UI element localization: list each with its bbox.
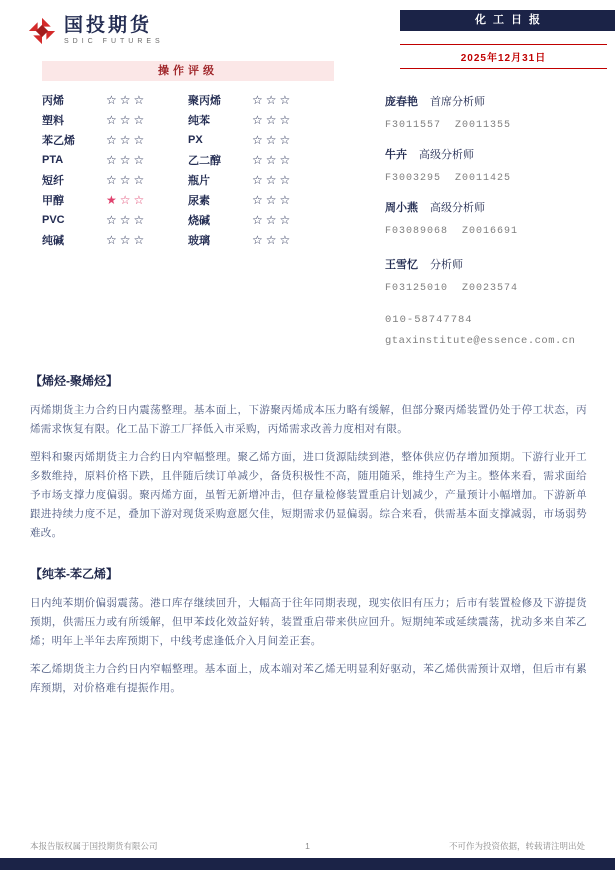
analyst-list <box>385 92 610 294</box>
commodity-name: 苯乙烯 <box>42 135 75 147</box>
report-date: 2025年12月31日 <box>400 44 607 69</box>
section-title: 【纯苯-苯乙烯】 <box>30 567 118 581</box>
rating-row <box>42 130 334 150</box>
commodity-name: PTA <box>42 154 64 166</box>
ratings-title: 操作评级 <box>42 61 334 81</box>
section-paragraph: 日内纯苯期价偏弱震荡。港口库存继续回升，大幅高于往年同期表现，现实依旧有压力；后市有装置检修及下游提货预期，供需压力或有所缓解，但甲苯歧化效益好转，装置重启带来供应回升。短期纯苯或延续震荡，扰动多来自苯乙烯；明年上半年去库预期下，中线考虑逢低介入月间差正套。 <box>30 598 587 647</box>
analyst-codes: F3011557 Z0011355 <box>385 120 512 131</box>
rating-row <box>42 110 334 130</box>
analyst-entry <box>385 198 610 237</box>
analyst-title: 首席分析师 <box>430 96 485 108</box>
commodity-name: 甲醇 <box>42 195 64 207</box>
rating-row <box>42 170 334 190</box>
rating-stars: ☆☆☆ <box>252 93 294 107</box>
rating-stars: ☆☆☆ <box>252 133 294 147</box>
analyst-title: 高级分析师 <box>419 149 474 161</box>
analyst-name: 王雪忆 <box>385 259 418 271</box>
analyst-title: 高级分析师 <box>430 202 485 214</box>
analyst-name-line <box>385 92 610 110</box>
sdic-logo-icon <box>28 17 56 45</box>
rating-stars: ☆☆☆ <box>252 113 294 127</box>
rating-stars: ☆☆☆ <box>252 173 294 187</box>
section-paragraph: 塑料和聚丙烯期货主力合约日内窄幅整理。聚乙烯方面，进口货源陆续到港，整体供应仍存增加预期。下游行业开工多数维持，原料价格下跌，且伴随后续订单减少，备货积极性不高，随用随采，维持生产为主。整体来看，需求面给予市场支撑力度偏弱。聚丙烯方面，虽暂无新增冲击，但存量检修装置重启计划减少，产量预计小幅增加。下游新单跟进持续力度不足，叠加下游对现货采购意愿欠佳，短期需求仍显偏弱。综合来看，供需基本面支撑减弱，市场弱势难改。 <box>30 452 587 539</box>
brand-name: 国投期货 <box>64 15 153 36</box>
rating-stars: ☆☆☆ <box>252 213 294 227</box>
ratings-rows <box>42 81 334 250</box>
analyst-codes: F03125010 Z0023574 <box>385 283 519 294</box>
page-footer <box>30 840 585 852</box>
report-body <box>30 372 587 720</box>
rating-row <box>42 190 334 210</box>
commodity-name: 玻璃 <box>188 235 210 247</box>
commodity-name: 纯碱 <box>42 235 64 247</box>
analyst-codes: F3003295 Z0011425 <box>385 173 512 184</box>
rating-stars: ☆☆☆ <box>106 213 148 227</box>
rating-stars: ☆☆☆ <box>106 93 148 107</box>
ratings-table <box>42 61 334 250</box>
analyst-codes: F03089068 Z0016691 <box>385 226 519 237</box>
footer-copyright: 本报告版权属于国投期货有限公司 <box>30 841 158 851</box>
section-paragraph: 苯乙烯期货主力合约日内窄幅整理。基本面上，成本端对苯乙烯无明显利好驱动，苯乙烯供需预计双增，但后市有累库预期，对价格难有提振作用。 <box>30 664 587 694</box>
bottom-bar <box>0 858 615 870</box>
rating-stars: ☆☆☆ <box>252 233 294 247</box>
rating-stars: ☆☆☆ <box>106 153 148 167</box>
commodity-name: 丙烯 <box>42 95 64 107</box>
section-title: 【烯烃-聚烯烃】 <box>30 374 118 388</box>
rating-stars: ☆☆☆ <box>106 113 148 127</box>
rating-stars: ☆☆☆ <box>252 153 294 167</box>
commodity-name: 纯苯 <box>188 115 210 127</box>
analyst-entry <box>385 255 610 294</box>
analyst-entry <box>385 145 610 184</box>
footer-disclaimer: 不可作为投资依据，转载请注明出处 <box>449 841 586 851</box>
page-number: 1 <box>305 841 310 851</box>
analyst-name-line <box>385 198 610 216</box>
analyst-entry <box>385 92 610 131</box>
commodity-name: 烧碱 <box>188 215 210 227</box>
rating-stars: ☆☆☆ <box>252 193 294 207</box>
commodity-name: 乙二醇 <box>188 155 221 167</box>
commodity-name: 塑料 <box>42 115 64 127</box>
rating-row <box>42 230 334 250</box>
contact-phone: 010-58747784 <box>385 314 473 326</box>
rating-stars: ☆☆☆ <box>106 233 148 247</box>
report-type-banner: 化工日报 <box>400 10 615 31</box>
rating-row <box>42 210 334 230</box>
commodity-name: 聚丙烯 <box>188 95 221 107</box>
rating-row <box>42 90 334 110</box>
commodity-name: PVC <box>42 214 65 226</box>
analyst-name-line <box>385 145 610 163</box>
contact-email: gtaxinstitute@essence.com.cn <box>385 335 576 347</box>
commodity-name: PX <box>188 134 203 146</box>
rating-stars: ★☆☆ <box>106 193 148 207</box>
rating-stars: ☆☆☆ <box>106 173 148 187</box>
report-section <box>30 372 587 543</box>
rating-row <box>42 150 334 170</box>
analyst-title: 分析师 <box>430 259 463 271</box>
commodity-name: 瓶片 <box>188 175 210 187</box>
commodity-name: 短纤 <box>42 175 64 187</box>
analyst-panel <box>385 92 610 347</box>
analyst-name: 庞春艳 <box>385 96 418 108</box>
brand-subtitle: SDIC FUTURES <box>64 38 164 45</box>
report-section <box>30 565 587 698</box>
analyst-name: 周小燕 <box>385 202 418 214</box>
section-paragraph: 丙烯期货主力合约日内震荡整理。基本面上，下游聚丙烯成本压力略有缓解，但部分聚丙烯装置仍处于停工状态，丙烯需求恢复有限。化工品下游工厂择低入市采购，丙烯需求改善力度相对有限。 <box>30 405 587 435</box>
commodity-name: 尿素 <box>188 195 210 207</box>
brand-text <box>64 16 164 45</box>
brand-logo <box>28 16 164 45</box>
analyst-name-line <box>385 255 610 273</box>
analyst-name: 牛卉 <box>385 149 407 161</box>
rating-stars: ☆☆☆ <box>106 133 148 147</box>
